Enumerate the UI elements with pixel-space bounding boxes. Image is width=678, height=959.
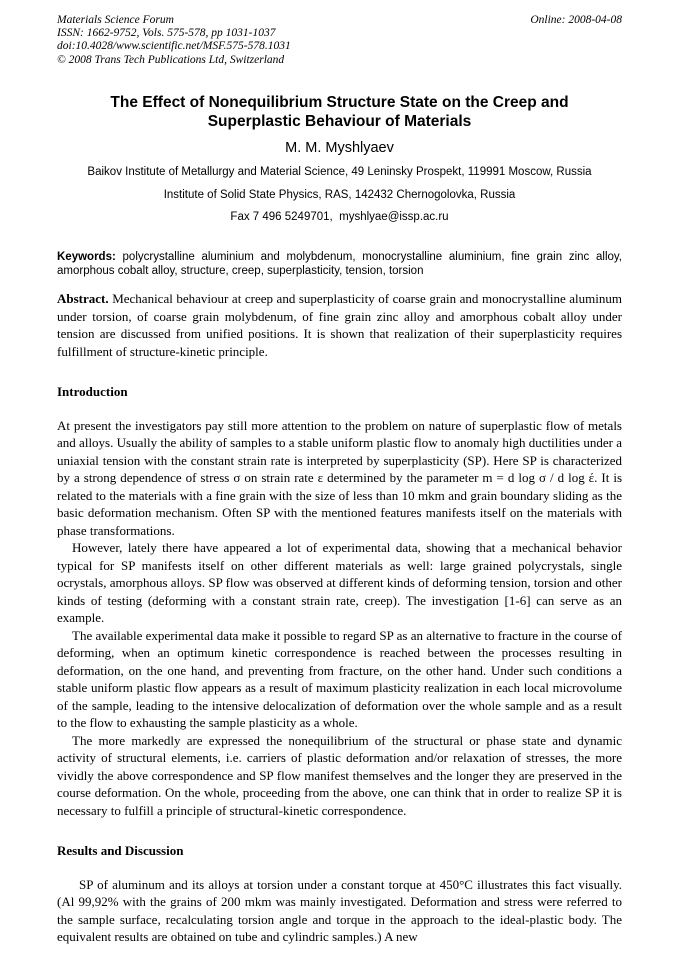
- affiliation-2: Institute of Solid State Physics, RAS, 142432 Chernogolovka, Russia: [163, 188, 516, 201]
- journal-header: [57, 14, 622, 67]
- abstract: [57, 290, 622, 360]
- copyright-line: © 2008 Trans Tech Publications Ltd, Switzerland: [57, 53, 285, 66]
- online-date: Online: 2008-04-08: [530, 14, 622, 26]
- abstract-text: Mechanical behaviour at creep and superplasticity of coarse grain and monocrystalline aluminum under torsion, of coarse grain molybdenum, of fine grain zinc alloy and amorphous cobalt alloy under tension are discussed from unified positions. It is shown that realization of their superplasticity requires fulfillment of structure-kinetic principle.: [57, 291, 622, 359]
- keywords-text: polycrystalline aluminium and molybdenum, monocrystalline aluminium, fine grain zinc alloy, amorphous cobalt alloy, structure, creep, superplasticity, tension, torsion: [57, 250, 622, 278]
- intro-paragraph-4: The more markedly are expressed the nonequilibrium of the structural or phase state and dynamic activity of structural elements, i.e. carriers of plastic deformation and/or relaxation of stresses, the more vividly the above correspondence and SP flow manifest themselves and the longer they are preserved in the course deformation. On the whole, proceeding from the above, one can think that in order to realize SP it is necessary to fulfill a principle of structural-kinetic correspondence.: [57, 732, 622, 818]
- intro-paragraph-2: However, lately there have appeared a lot of experimental data, showing that a mechanical behavior typical for SP manifests itself on other different materials as well: large grained polycrystals, single ocrystals, amorphous alloys. SP flow was observed at different kinds of deforming tension, torsion and other kinds of testing (deforming with a constant strain rate, creep). The investigation [1-6] can serve as an example.: [57, 540, 622, 626]
- abstract-label: Abstract.: [57, 291, 109, 307]
- results-paragraph-1: SP of aluminum and its alloys at torsion under a constant torque at 450°C illustrates this fact visually. (Al 99,92% with the grains of 200 mkm was mainly investigated. Deformation and stress were referred to the sample surface, recalculating torsion angle and torque in the approach to the ideal-plastic body. The equivalent results are obtained on tube and cylindric samples.) A new: [57, 876, 622, 945]
- author-name: M. M. Myshlyaev: [285, 139, 394, 156]
- section-heading-results: Results and Discussion: [57, 843, 184, 859]
- paper-title: The Effect of Nonequilibrium Structure State on the Creep and Superplastic Behaviour of Materials: [110, 93, 569, 130]
- intro-paragraph-3: The available experimental data make it possible to regard SP as an alternative to fracture in the course of deforming, when an optimum kinetic correspondence is reached between the processes resulting in deformation, on the one hand, and preventing from fracture, on the other hand. Under such conditions a stable uniform plastic flow appears as a result of maximum plasticity realization in each local microvolume of the sample, leading to the intensive delocalization of deformation over the whole sample and as a result to the flow to exhausting the sample plasticity as a whole.: [57, 627, 622, 731]
- section-heading-introduction: Introduction: [57, 384, 128, 400]
- contact-line: Fax 7 496 5249701, myshlyae@issp.ac.ru: [230, 210, 449, 223]
- issn-line: ISSN: 1662-9752, Vols. 575-578, pp 1031-1037: [57, 27, 276, 40]
- intro-paragraph-1: At present the investigators pay still more attention to the problem on nature of superplastic flow of metals and alloys. Usually the ability of samples to a stable uniform plastic flow to anomaly high ductilities under a uniaxial tension with the constant strain rate is interpreted by superplasticity (SP). Here SP is characterized by a strong dependence of stress σ on strain rate ε determined by the parameter m = d log σ / d log έ. It is related to the materials with a fine grain with the size of less than 10 mkm and grain boundary sliding as the basic deformation mechanism. Often SP with the mentioned features manifests itself on the materials with phase transformations.: [57, 417, 622, 538]
- doi-line: doi:10.4028/www.scientific.net/MSF.575-578.1031: [57, 40, 291, 53]
- journal-header-left: [57, 14, 291, 67]
- journal-name: Materials Science Forum: [57, 14, 174, 26]
- keywords-label: Keywords:: [57, 250, 116, 263]
- keywords-line: [57, 250, 622, 279]
- affiliation-1: Baikov Institute of Metallurgy and Material Science, 49 Leninsky Prospekt, 119991 Moscow, Russia: [87, 165, 592, 178]
